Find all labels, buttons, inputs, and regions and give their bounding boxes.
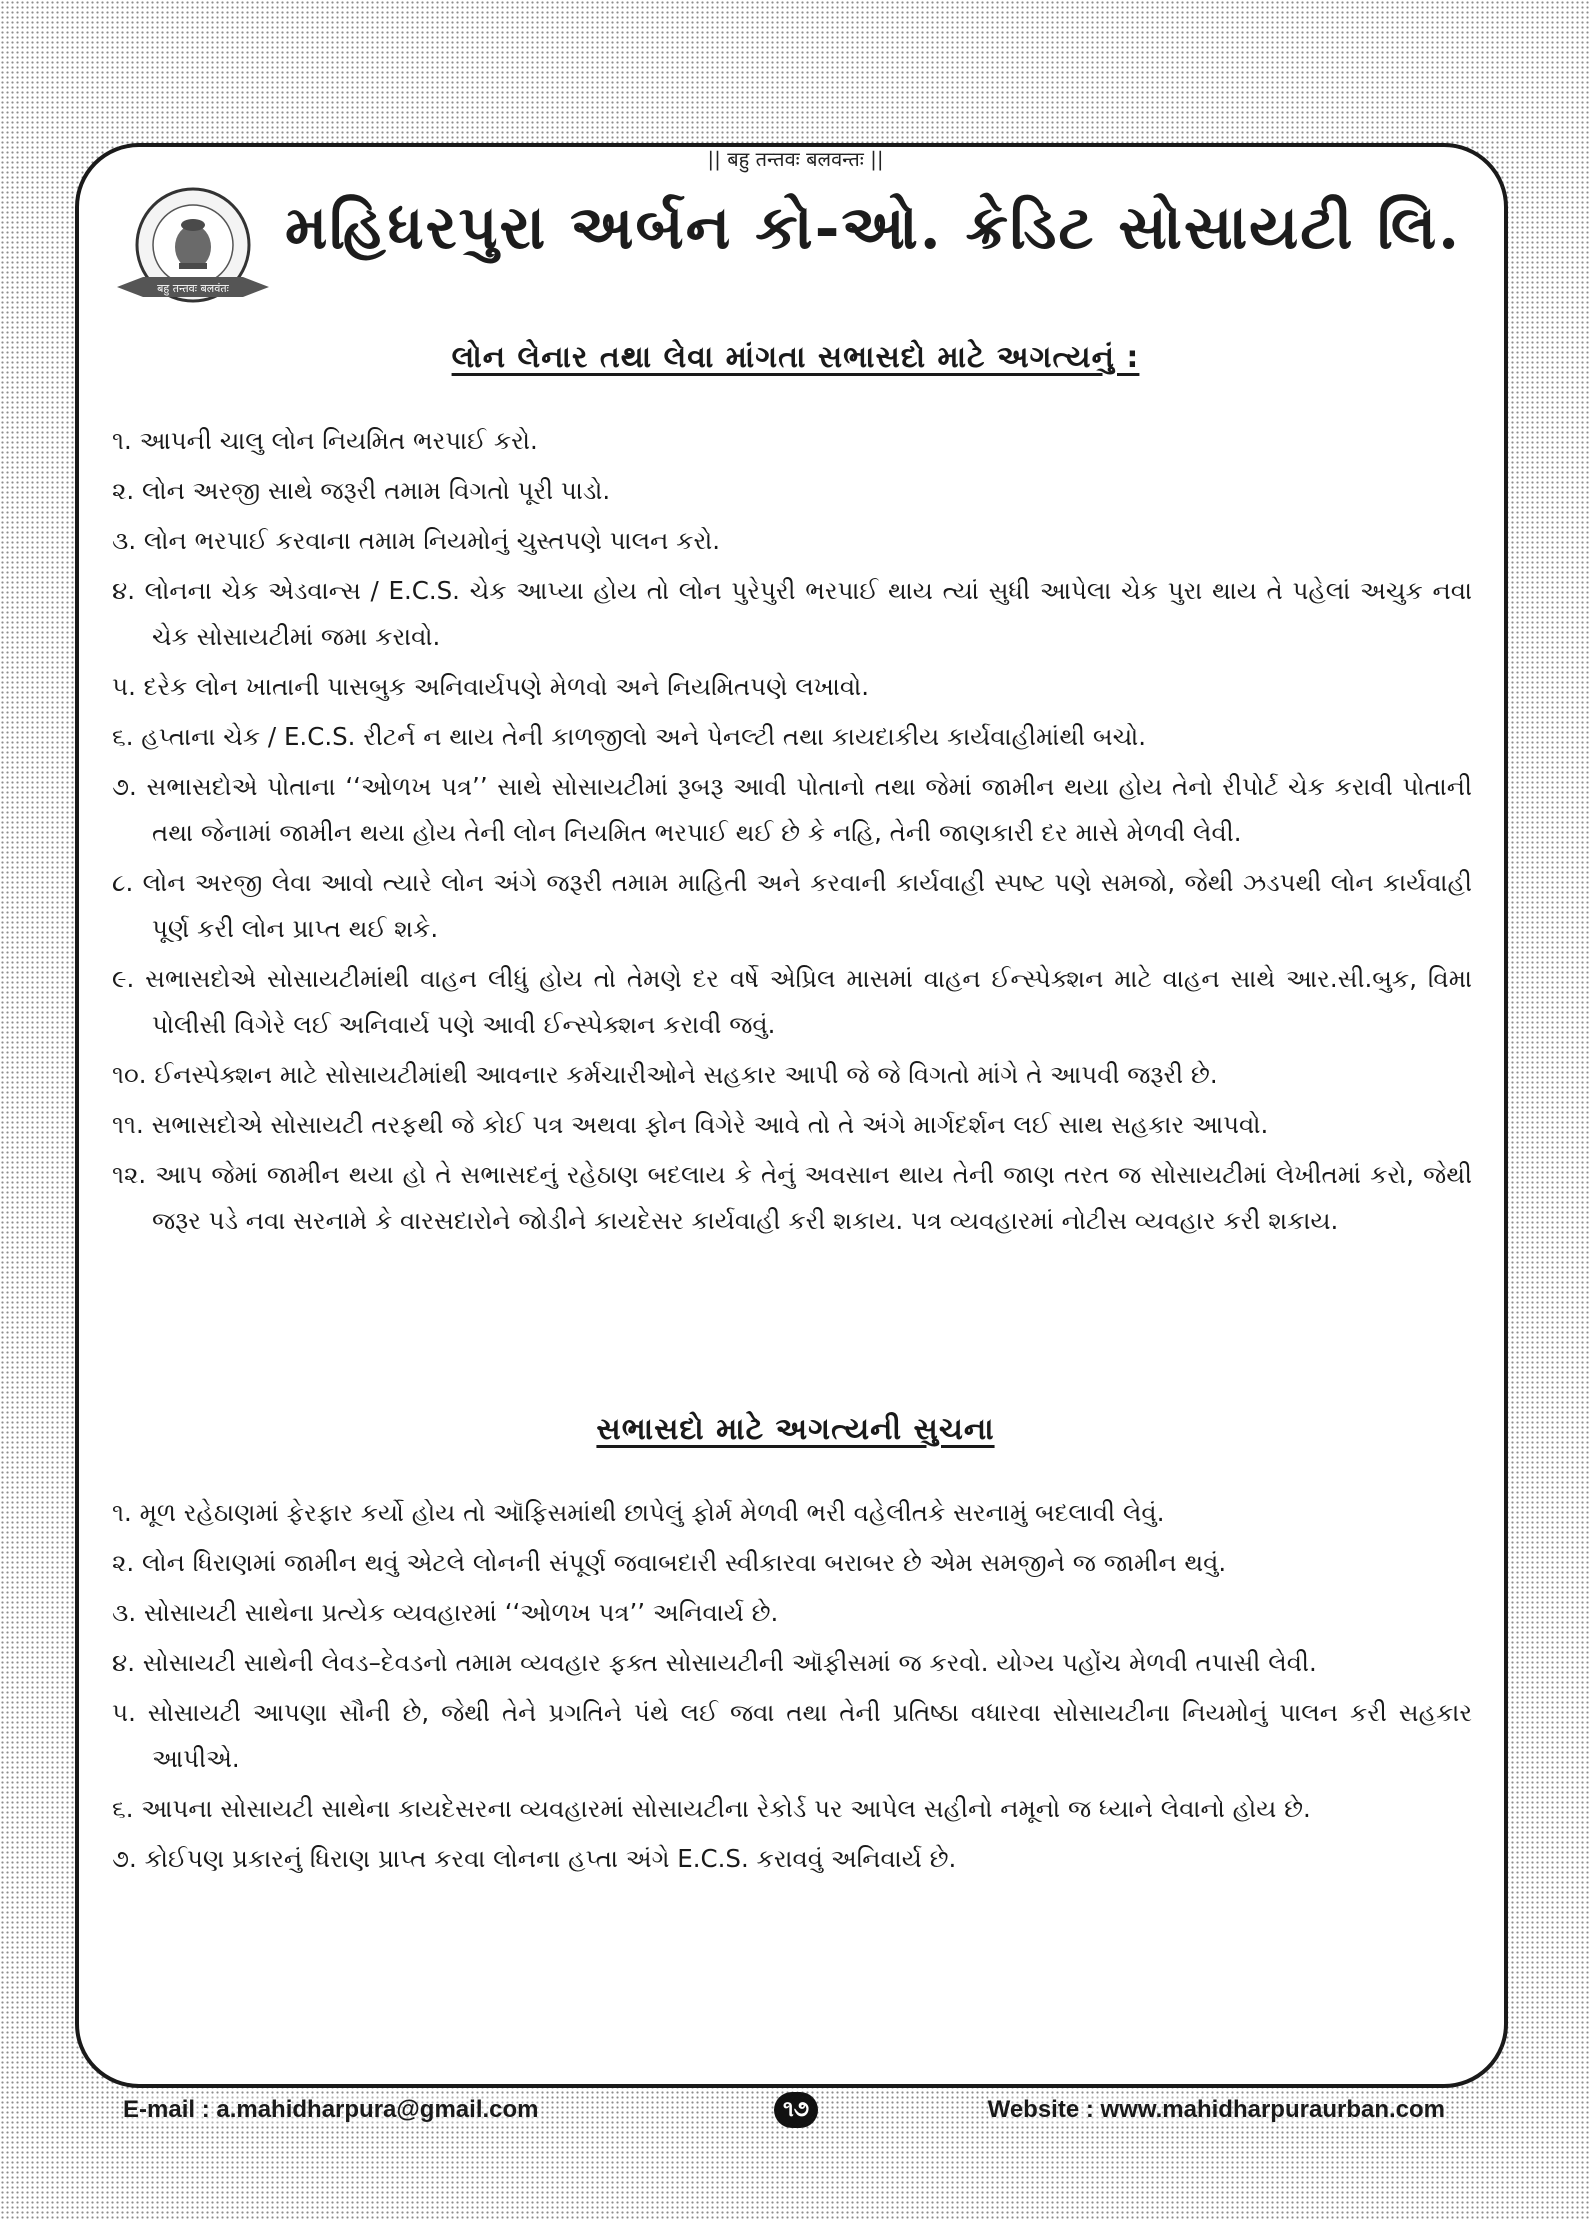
list-item: ૭. કોઈપણ પ્રકારનું ધિરાણ પ્રાપ્ત કરવા લોનના હપ્તા અંગે E.C.S. કરાવવું અનિવાર્ય છે. <box>112 1844 957 1873</box>
list-item: ૩. લોન ભરપાઈ કરવાના તમામ નિયમોનું ચુસ્તપણે પાલન કરો. <box>112 526 721 555</box>
list-item: ૪. સોસાયટી સાથેની લેવડ–દેવડનો તમામ વ્યવહાર ફક્ત સોસાયટીની ઑફીસમાં જ કરવો. યોગ્ય પહોંચ મેળવી તપાસી લેવી. <box>112 1648 1317 1677</box>
list-item: ૧. મૂળ રહેઠાણમાં ફેરફાર કર્યો હોય તો ઑફિસમાંથી છાપેલું ફોર્મ મેળવી ભરી વહેલીતકે સરનામું બદલાવી લેવું. <box>112 1498 1165 1527</box>
list-item: ૪. લોનના ચેક એડવાન્સ / E.C.S. ચેક આપ્યા હોય તો લોન પુરેપુરી ભરપાઈ થાય ત્યાં સુધી આપેલા ચેક પુરા થાય તે પહેલાં અચુક નવા ચેક સોસાયટીમાં જમા કરાવો. <box>112 576 1472 651</box>
loan-instructions-list <box>112 418 1472 1248</box>
footer-website: Website : www.mahidharpuraurban.com <box>987 2096 1445 2123</box>
list-item: ૮. લોન અરજી લેવા આવો ત્યારે લોન અંગે જરૂરી તમામ માહિતી અને કરવાની કાર્યવાહી સ્પષ્ટ પણે સમજો, જેથી ઝડપથી લોન કાર્યવાહી પૂર્ણ કરી લોન પ્રાપ્ત થઈ શકે. <box>112 868 1472 943</box>
list-item: ૫. સોસાયટી આપણા સૌની છે, જેથી તેને પ્રગતિને પંથે લઈ જવા તથા તેની પ્રતિષ્ઠા વધારવા સોસાયટીના નિયમોનું પાલન કરી સહકાર આપીએ. <box>112 1698 1472 1773</box>
section-heading-loan-borrowers: લોન લેનાર તથા લેવા માંગતા સભાસદો માટે અગત્યનું : <box>451 340 1140 375</box>
svg-text:बहु तन्तवः बलवंतः: बहु तन्तवः बलवंतः <box>157 282 229 295</box>
page-number: ૧૭ <box>774 2092 818 2128</box>
list-item: ૬. હપ્તાના ચેક / E.C.S. રીટર્ન ન થાય તેની કાળજીલો અને પેનલ્ટી તથા કાયદાકીય કાર્યવાહીમાંથી બચો. <box>112 722 1147 751</box>
list-item: ૫. દરેક લોન ખાતાની પાસબુક અનિવાર્યપણે મેળવો અને નિયમિતપણે લખાવો. <box>112 672 870 701</box>
organization-name: મહિધરપુરા અર્બન કો-ઓ. ક્રેડિટ સોસાયટી લિ. <box>285 193 1462 263</box>
footer-email: E-mail : a.mahidharpura@gmail.com <box>123 2096 539 2123</box>
page-footer <box>0 2092 1591 2132</box>
section-heading-member-notice: સભાસદો માટે અગત્યની સુચના <box>596 1412 995 1447</box>
motto: || बहु तन्तवः बलवन्तः || <box>707 147 884 171</box>
list-item: ૭. સભાસદોએ પોતાના ‘‘ઓળખ પત્ર’’ સાથે સોસાયટીમાં રૂબરૂ આવી પોતાનો તથા જેમાં જામીન થયા હોય તેનો રીપોર્ટ ચેક કરાવી પોતાની તથા જેનામાં જામીન થયા હોય તેની લોન નિયમિત ભરપાઈ થઈ છે કે નહિ, તેની જાણકારી દર માસે મેળવી લેવી. <box>112 772 1472 847</box>
list-item: ૧૧. સભાસદોએ સોસાયટી તરફથી જે કોઈ પત્ર અથવા ફોન વિગેરે આવે તો તે અંગે માર્ગદર્શન લઈ સાથ સહકાર આપવો. <box>112 1110 1269 1139</box>
list-item: ૯. સભાસદોએ સોસાયટીમાંથી વાહન લીધું હોય તો તેમણે દર વર્ષે એપ્રિલ માસમાં વાહન ઈન્સ્પેક્શન માટે વાહન સાથે આર.સી.બુક, વિમા પોલીસી વિગેરે લઈ અનિવાર્ય પણે આવી ઈન્સ્પેક્શન કરાવી જવું. <box>112 964 1472 1039</box>
list-item: ૨. લોન અરજી સાથે જરૂરી તમામ વિગતો પૂરી પાડો. <box>112 476 611 505</box>
list-item: ૬. આપના સોસાયટી સાથેના કાયદેસરના વ્યવહારમાં સોસાયટીના રેકોર્ડ પર આપેલ સહીનો નમૂનો જ ધ્યાને લેવાનો હોય છે. <box>112 1794 1311 1823</box>
member-notice-list <box>112 1490 1472 1886</box>
list-item: ૧૨. આપ જેમાં જામીન થયા હો તે સભાસદનું રહેઠાણ બદલાય કે તેનું અવસાન થાય તેની જાણ તરત જ સોસાયટીમાં લેખીતમાં કરો, જેથી જરૂર પડે નવા સરનામે કે વારસદારોને જોડીને કાયદેસર કાર્યવાહી કરી શકાય. પત્ર વ્યવહારમાં નોટીસ વ્યવહાર કરી શકાય. <box>112 1160 1472 1235</box>
list-item: ૩. સોસાયટી સાથેના પ્રત્યેક વ્યવહારમાં ‘‘ઓળખ પત્ર’’ અનિવાર્ય છે. <box>112 1598 779 1627</box>
society-logo <box>103 175 283 325</box>
list-item: ૧. આપની ચાલુ લોન નિયમિત ભરપાઈ કરો. <box>112 426 538 455</box>
list-item: ૨. લોન ધિરાણમાં જામીન થવું એટલે લોનની સંપૂર્ણ જવાબદારી સ્વીકારવા બરાબર છે એમ સમજીને જ જામીન થવું. <box>112 1548 1227 1577</box>
list-item: ૧૦. ઈનસ્પેક્શન માટે સોસાયટીમાંથી આવનાર કર્મચારીઓને સહકાર આપી જે જે વિગતો માંગે તે આપવી જરૂરી છે. <box>112 1060 1218 1089</box>
